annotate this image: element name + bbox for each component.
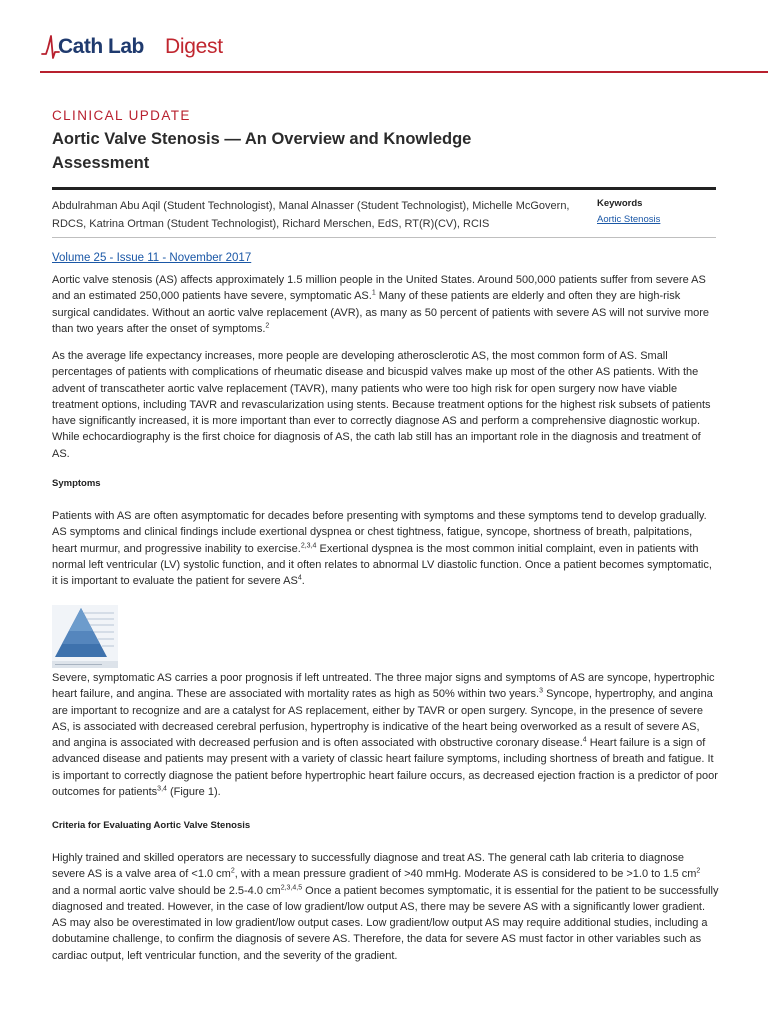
- keywords-label: Keywords: [597, 198, 643, 209]
- title-divider: [52, 187, 716, 190]
- logo-digest: Digest: [165, 35, 223, 58]
- paragraph-intro: Aortic valve stenosis (AS) affects approximately 1.5 million people in the United States. Around 500,000 patients suffer from severe AS and an estimated 250,000 patients have severe, symptomatic AS.$^1$ Many of these patients are elderly and often they are high-risk surgical candidates. Without an aortic valve replacement (AVR), as many as 50 percent of patients with severe AS will not survive more than two years after the onset of symptoms.$^2$: [52, 274, 710, 335]
- meta-divider: [52, 237, 716, 238]
- logo-cath-lab: Cath Lab: [58, 35, 144, 58]
- issue-link[interactable]: Volume 25 - Issue 11 - November 2017: [52, 252, 252, 264]
- heartbeat-logo-icon: [40, 32, 60, 62]
- pyramid-diagram-image: [52, 605, 118, 668]
- paragraph-criteria: Highly trained and skilled operators are necessary to successfully diagnose and treat AS. The general cath lab criteria to diagnose severe AS is a valve area of <1.0 $cm^2$, with a mean pressure gradient of >40 mmHg. Moderate AS is considered to be >1.0 to 1.5 $cm^2$ and a normal aortic valve should be 2.5-4.0 cm$^{2,3,4,5}$ Once a patient becomes symptomatic, it is essential for the patient to be successfully diagnosed and treated. However, in the case of low gradient/low output AS, there may be severe AS with a significantly lower gradient. AS may also be overestimated in low gradient/low output cases. Low gradient/low output AS may require additional studies, including a dobutamine challenge, to confirm the diagnosis of severe AS. Therefore, the data for severe AS must factor in other variables such as cardiac output, left ventricular function, and the severity of the gradient.: [52, 852, 719, 962]
- article-authors: Abdulrahman Abu Aqil (Student Technologist), Manal Alnasser (Student Technologist), Michelle McGovern, RDCS, Katrina Ortman (Student Technologist), Richard Merschen, EdS, RT(R)(CV), RCIS: [52, 200, 570, 230]
- heading-criteria: Criteria for Evaluating Aortic Valve Stenosis: [52, 820, 251, 831]
- article-kicker: CLINICAL UPDATE: [52, 108, 191, 123]
- article-title: Aortic Valve Stenosis — An Overview and Knowledge Assessment: [52, 130, 472, 172]
- header-divider: [40, 71, 768, 73]
- heading-symptoms: Symptoms: [52, 478, 101, 489]
- paragraph-life-expectancy: As the average life expectancy increases, more people are developing atherosclerotic AS, the most common form of AS. Small percentages of patients with complications of rheumatic disease and bicuspid valves make up most of the other AS patients. With the advent of transcatheter aortic valve replacement (TAVR), many patients who were too high risk for open surgery now have viable treatment options, including TAVR and revascularization using stents. Because treatment options for the highest risk subsets of patients have significantly increased, it is more important than ever to correctly diagnose AS and perform a comprehensive diagnostic workup. While echocardiography is the first choice for diagnosis of AS, the cath lab still has an important role in the diagnosis and treatment of AS.: [52, 350, 711, 460]
- figure-1-thumbnail[interactable]: [52, 605, 118, 668]
- paragraph-symptoms: Patients with AS are often asymptomatic for decades before presenting with symptoms and these symptoms tend to develop gradually. AS symptoms and clinical findings include exertional dyspnea or chest tightness, fatigue, syncope, shortness of breath, palpitations, heart murmur, and progressive inability to exercise.$^{2,3,4}$ Exertional dyspnea is the most common initial complaint, even in patients with normal left ventricular (LV) systolic function, and it often relates to abnormal LV diastolic function. Once a patient becomes symptomatic, it is important to evaluate the patient for severe $AS^4$.: [52, 510, 712, 588]
- paragraph-prognosis: Severe, symptomatic AS carries a poor prognosis if left untreated. The three major signs and symptoms of AS are syncope, hypertrophic heart failure, and angina. These are associated with mortality rates as high as 50% within two years.$^3$ Syncope, hypertrophy, and angina are important to recognize and are a catalyst for AS replacement, either by TAVR or open surgery. Syncope, in the presence of severe AS, is associated with decreased cerebral perfusion, hypertrophy is indicative of the heart being overworked as a result of severe AS, and angina is associated with decreased perfusion and is often associated with obstructive coronary disease.$^4$ Heart failure is a sign of advanced disease and patients may present with a variety of classic heart failure symptoms, including shortness of breath and fatigue. It is important to correctly diagnose the patient before hypertrophic heart failure occurs, as decreased ejection fraction is a predictor of poor outcomes for patients$^{3,4}$ (Figure 1).: [52, 672, 718, 799]
- keyword-link-aortic-stenosis[interactable]: Aortic Stenosis: [597, 214, 661, 225]
